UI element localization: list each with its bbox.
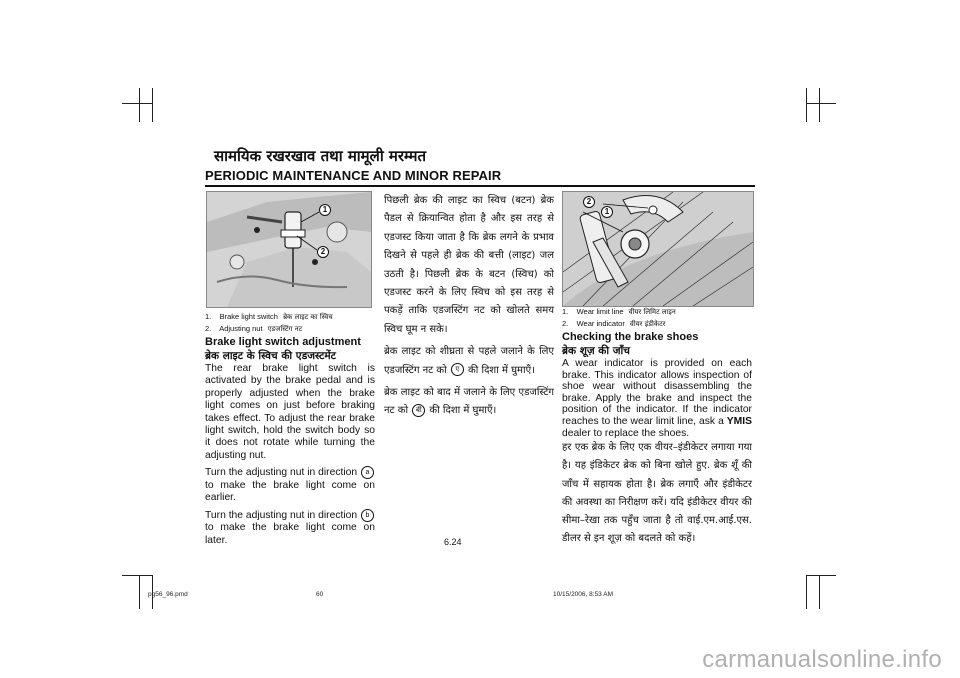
hindi-paragraph: हर एक ब्रेक के लिए एक वीयर–इंडीकेटर लगाया गया है। यह इंडिकेटर ब्रेक को बिना खोले हुए. ब्रेक शूँ की जाँच में सहायक होता है। ब्रेक लगाएँ और इंडीकेटर की अवस्था का निरीक्षण करें। यदि इंडीकेटर वीयर की सीमा–रेखा तक पहुँच जाता है तो वाई.एम.आई.एस. डीलर से इन शूज़ को बदलते को कहें। (562, 442, 752, 545)
page-number: 6.24 (444, 537, 462, 547)
right-column (562, 306, 752, 548)
section-heading: Checking the brake shoes (562, 331, 699, 343)
hindi-paragraph: पिछली ब्रेक की लाइट का स्विच (बटन) ब्रेक पैडल से क्रियान्वित होता है और इस तरह से एडजस्ट किया जाता है कि ब्रेक लगने के प्रभाव दिखने से पहले ही ब्रेक की बत्ती (लाइट) जल उठती है। पिछली ब्रेक के बटन (स्विच) को एडजस्ट करने के लिए स्विच को इस तरह से पकड़ें ताकि एडजस्टिंग नट को खोलते समय स्विच घूम न सके। (384, 195, 554, 335)
direction-b-marker-hindi: बी (412, 404, 425, 417)
header-rule (205, 185, 755, 187)
section-heading: Brake light switch adjustment (205, 336, 361, 348)
crop-mark (152, 88, 153, 122)
caption-2: 2. Wear indicator वीयर इंडीकेटर (562, 319, 666, 328)
crop-mark (806, 88, 807, 122)
page-title: PERIODIC MAINTENANCE AND MINOR REPAIR (205, 168, 502, 183)
crop-mark (139, 575, 140, 609)
brake-switch-figure (206, 191, 372, 308)
dealer-brand: YMIS (726, 415, 752, 427)
direction-b-marker: b (361, 509, 374, 522)
caption-1: 1. Wear limit line वीयर लिमिट लाइन (562, 307, 676, 316)
left-column (205, 311, 375, 551)
crop-mark (122, 103, 152, 104)
crop-mark (806, 103, 836, 104)
brake-switch-illustration (207, 192, 371, 307)
crop-mark (139, 88, 140, 122)
direction-a-marker: a (361, 466, 374, 479)
caption-2: 2. Adjusting nut एडजस्टिंग नट (205, 324, 303, 333)
crop-mark (806, 575, 807, 609)
crop-mark (819, 575, 820, 609)
callout-2: 2 (583, 196, 595, 208)
brake-shoe-figure (562, 191, 754, 307)
crop-mark (122, 575, 152, 576)
body-paragraph: Turn the adjusting nut in direction b to make the brake light come on later. (205, 509, 375, 546)
body-paragraph: A wear indicator is provided on each brake. This indicator allows inspection of shoe wear without disassembling the brake. Apply the brake and inspect the position of the indicator. If the indicator reaches to the wear limit line, ask a YMIS dealer to replace the shoes. (562, 358, 752, 439)
direction-a-marker-hindi: ए (451, 363, 464, 376)
hindi-paragraph: ब्रेक लाइट को शीघ्रता से पहले जलाने के लिए एडजस्टिंग नट को ए की दिशा में घुमाएँ। (384, 346, 554, 376)
callout-1: 1 (601, 206, 613, 218)
caption-1: 1. Brake light switch ब्रेक लाइट का स्विच (205, 312, 333, 321)
brake-shoe-illustration (563, 192, 753, 306)
body-paragraph: The rear brake light switch is activated by the brake pedal and is properly adjusted when the brake light comes on just before braking takes effect. To adjust the rear brake light switch, hold the switch body so it does not rotate while turning the adjusting nut. (205, 363, 375, 461)
watermark: carmanualsonline.info (702, 646, 942, 673)
crop-mark (806, 575, 836, 576)
section-heading-hindi: ब्रेक शूज़ की जाँच (562, 345, 630, 357)
section-heading-hindi: ब्रेक लाइट के स्विच की एडजस्टमेंट (205, 350, 336, 362)
hindi-paragraph: ब्रेक लाइट को बाद में जलाने के लिए एडजस्टिंग नट को बी की दिशा में घुमाएँ। (384, 387, 554, 417)
page-title-hindi: सामयिक रखरखाव तथा मामूली मरम्मत (214, 147, 427, 165)
callout-2: 2 (317, 246, 329, 258)
footer-timestamp: 10/15/2006, 8:53 AM (553, 591, 613, 598)
middle-column (384, 192, 554, 425)
body-paragraph: Turn the adjusting nut in direction a to make the brake light come on earlier. (205, 467, 375, 504)
footer-page: 60 (316, 591, 324, 598)
callout-1: 1 (319, 204, 331, 216)
crop-mark (819, 88, 820, 122)
footer-file: pg56_96.pmd (148, 591, 188, 598)
